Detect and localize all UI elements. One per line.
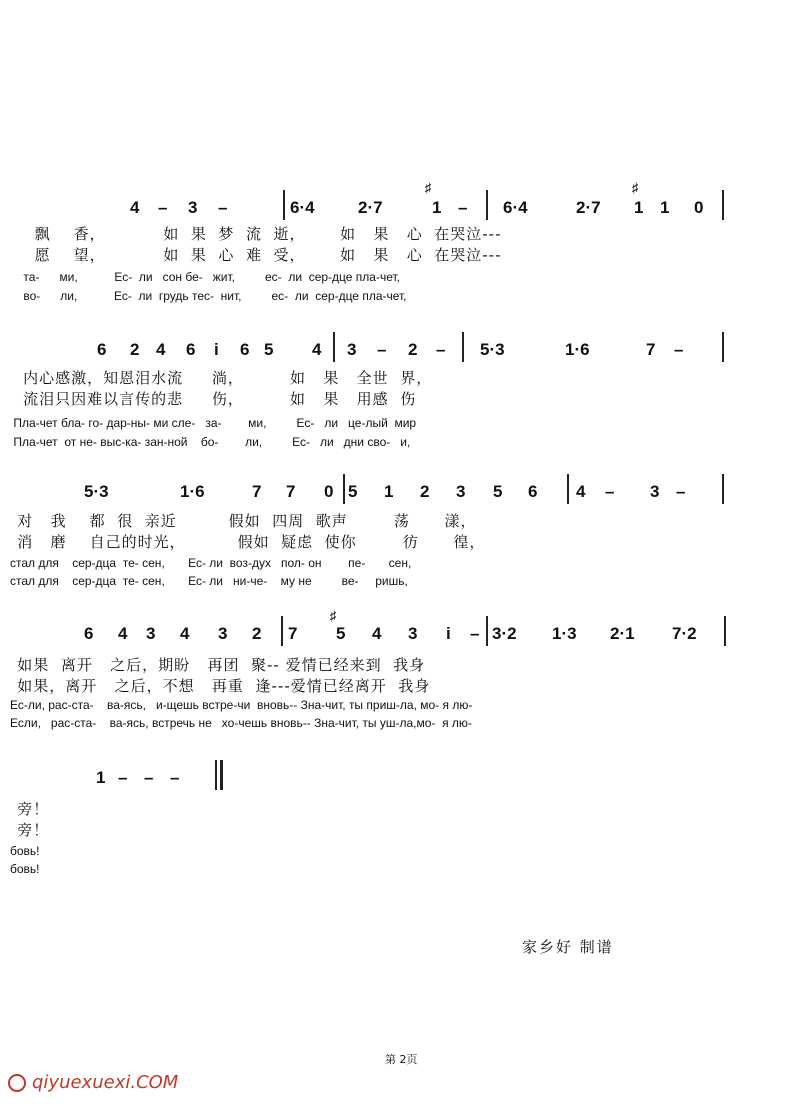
logo-icon	[8, 1074, 26, 1092]
barline	[333, 332, 335, 362]
notation-line: 4 – 3 – 6·4 2·7 ♯ 1 – 6·4 2·7 ♯ 1 1 0	[0, 190, 790, 220]
final-barline	[220, 760, 223, 790]
barline	[281, 616, 283, 646]
russian-lyrics-verse-2: бовь!	[0, 862, 40, 876]
russian-lyrics-verse-2: Пла-чет от не- выс-ка- зан-ной бо- ли, Ес- ли дни сво- и,	[0, 435, 411, 449]
russian-lyrics-verse-1: стал для сер-дца те- сен, Ес- ли воз-дух пол- он пе- сен,	[0, 556, 412, 570]
barline	[722, 332, 724, 362]
barline	[486, 616, 488, 646]
barline	[215, 760, 217, 790]
barline	[567, 474, 569, 504]
barline	[722, 474, 724, 504]
russian-lyrics-verse-1: Пла-чет бла- го- дар-ны- ми сле- за- ми, Ес- ли це-лый мир	[0, 416, 417, 430]
notation-line: 5·3 1·6 7 7 0 5 1 2 3 5 6 4 – 3 –	[0, 474, 790, 504]
notation-line: 6 4 3 4 3 2 7 ♯ 5 4 3 i – 3·2 1·3 2·1 7·2	[0, 616, 790, 646]
barline	[724, 616, 726, 646]
chinese-lyrics-verse-1: 旁！	[0, 800, 50, 818]
notation-line: 6 2 4 6 i 6 5 4 3 – 2 – 5·3 1·6 7 –	[0, 332, 790, 362]
chinese-lyrics-verse-1: 如果 离开 之后，期盼 再团 聚‑‑ 爱情已经来到 我身	[0, 656, 426, 674]
notation-line: 1 – – –	[0, 760, 790, 790]
chinese-lyrics-verse-2: 旁！	[0, 821, 50, 839]
page-number: 第 2页	[385, 1053, 418, 1066]
site-watermark	[8, 1072, 178, 1093]
arranger-credit: 家乡好 制谱	[522, 938, 614, 956]
watermark-text: qiyuexuexi.COM	[32, 1072, 179, 1093]
barline	[283, 190, 285, 220]
chinese-lyrics-verse-1: 对 我 都 很 亲近 假如 四周 歌声 荡 漾，	[0, 512, 477, 530]
barline	[722, 190, 724, 220]
russian-lyrics-verse-1: бовь!	[0, 844, 40, 858]
barline	[343, 474, 345, 504]
sharp-sign: ♯	[425, 180, 432, 195]
chinese-lyrics-verse-2: 如果，离开 之后，不想 再重 逢‑‑‑爱情已经离开 我身	[0, 677, 431, 695]
chinese-lyrics-verse-2: 消 磨 自己的时光， 假如 疑虑 使你 彷 徨，	[0, 533, 486, 551]
russian-lyrics-verse-1: Ес-ли, рас-ста- ва-ясь, и-щешь встре-чи вновь-- Зна-чит, ты приш-ла, мо- я лю-	[0, 698, 473, 712]
barline	[486, 190, 488, 220]
chinese-lyrics-verse-2: 流泪只因难以言传的悲 伤， 如 果 用感 伤	[0, 390, 417, 408]
sharp-sign: ♯	[330, 608, 337, 623]
russian-lyrics-verse-1: та- ми, Ес- ли сон бе- жит, ес- ли сер-дце пла-чет,	[0, 270, 400, 284]
barline	[462, 332, 464, 362]
chinese-lyrics-verse-1: 内心感激，知恩泪水流 淌， 如 果 全世 界，	[0, 369, 433, 387]
chinese-lyrics-verse-2: 愿 望， 如 果 心 难 受， 如 果 心 在哭泣‑‑‑	[0, 246, 502, 264]
russian-lyrics-verse-2: стал для сер-дца те- сен, Ес- ли ни-че- му не ве- ришь,	[0, 574, 408, 588]
chinese-lyrics-verse-1: 飘 香， 如 果 梦 流 逝， 如 果 心 在哭泣‑‑‑	[0, 225, 502, 243]
russian-lyrics-verse-2: во- ли, Ес- ли грудь тес- нит, ес- ли сер-дце пла-чет,	[0, 289, 407, 303]
russian-lyrics-verse-2: Если, рас-ста- ва-ясь, встречь не хо-чешь вновь-- Зна-чит, ты уш-ла,мо- я лю-	[0, 716, 472, 730]
sharp-sign: ♯	[632, 180, 639, 195]
